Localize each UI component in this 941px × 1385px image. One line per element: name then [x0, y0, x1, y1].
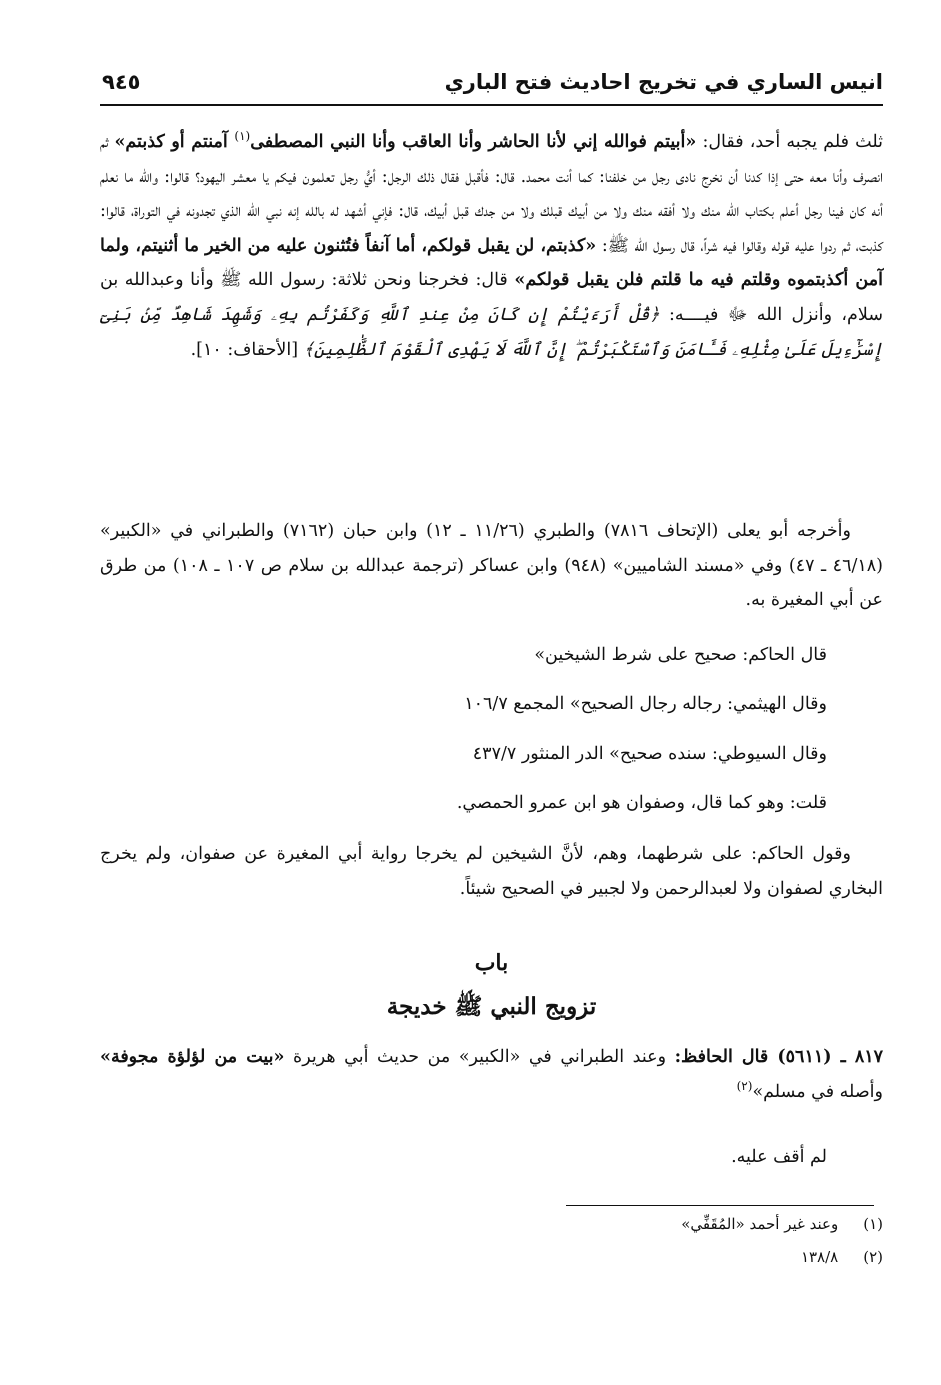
hadith-text: وعند الطبراني في «الكبير» من حديث أبي هريرة — [284, 1047, 675, 1067]
ruling-text: وقال الهيثمي: رجاله رجال الصحيح» المجمع ١٠٦/٧ — [464, 694, 827, 714]
narration-text: ثلث فلم يجبه أحد، فقال: — [696, 132, 883, 152]
hadith-quote: «بيت من لؤلؤة مجوفة» — [100, 1047, 285, 1067]
footnote-ref-1[interactable]: (١) — [234, 129, 251, 144]
page-number: ٩٤٥ — [102, 70, 141, 94]
prophet-quote: «أبيتم فوالله إني لأنا الحاشر وأنا العاقب وأنا النبي المصطفى — [250, 132, 697, 152]
prophet-quote-end: آمنتم أو كذبتم» — [114, 132, 235, 152]
hadith-number: ٨١٧ ـ (٥٦١١) قال الحافظ: — [674, 1047, 884, 1067]
narration-text: قال: فخرجنا ونحن ثلاثة: رسول الله ﷺ وأنا وعبدالله بن سلام، وأنزل الله ﷻ فيــــه: — [100, 270, 883, 325]
main-paragraph — [100, 125, 883, 367]
hakim-comment-paragraph — [100, 837, 883, 906]
book-title: انيس الساري في تخريج احاديث فتح الباري — [444, 70, 883, 94]
quran-verse: ﴿قُلْ أَرَءَيْتُمْ إِن كَانَ مِنْ عِندِ ٱللَّهِ وَكَفَرْتُم بِهِۦ وَشَهِدَ شَاهِدٌ مِّنۢ بَنِىٓ إِسْرَٰٓءِيلَ عَلَىٰ مِثْلِهِۦ فَـَٔامَنَ وَٱسْتَكْبَرْتُمْ ۖ إِنَّ ٱللَّهَ لَا يَهْدِى ٱلْقَوْمَ ٱلظَّٰلِمِينَ﴾ — [100, 304, 883, 360]
footnote-2 — [100, 1248, 883, 1266]
ruling-haythami — [100, 687, 883, 722]
footnote-ref-2[interactable]: (٢) — [736, 1078, 753, 1093]
chapter-label: باب — [474, 950, 509, 976]
verse-reference: [الأحقاف: ١٠]. — [190, 339, 304, 360]
hadith-817-paragraph — [100, 1040, 883, 1109]
ruling-hakim — [100, 638, 883, 673]
ruling-text: قال الحاكم: صحيح على شرط الشيخين» — [534, 645, 827, 665]
takhrij-text: وأخرجه أبو يعلى (الإتحاف ٧٨١٦) والطبري (١١/٢٦ ـ ١٢) وابن حبان (٧١٦٢) والطبراني في «الكبير» (٤٦/١٨ ـ ٤٧) وفي «مسند الشاميين» (٩٤٨) وابن عساكر (ترجمة عبدالله بن سلام ص ١٠٧ ـ ١٠٨) من طرق عن أبي المغيرة به. — [100, 521, 883, 611]
not-found-note — [100, 1140, 883, 1175]
footnote-divider — [566, 1205, 874, 1206]
takhrij-paragraph — [100, 514, 883, 618]
note-text: قلت: وهو كما قال، وصفوان هو ابن عمرو الحمصي. — [456, 793, 827, 813]
prophet-quote: «كذبتم، لن يقبل قولكم، أما آنفاً فتُثنون عليه من الخير ما أثنيتم، ولما آمن أكذبتموه وقلتم فيه ما قلتم فلن يقبل قولكم» — [100, 235, 883, 291]
footnote-text: وعند غير أحمد «المُقَفِّي» — [681, 1215, 839, 1233]
hadith-text: وأصله في مسلم» — [752, 1081, 883, 1102]
chapter-title: تزويج النبي ﷺ خديجة — [386, 993, 597, 1020]
running-header — [100, 64, 883, 106]
author-note — [100, 786, 883, 821]
footnote-number: (٢) — [863, 1248, 883, 1266]
footnote-1 — [100, 1215, 883, 1233]
comment-text: وقول الحاكم: على شرطهما، وهم، لأنَّ الشيخين لم يخرجا رواية أبي المغيرة عن صفوان، ولم يخرج البخاري لصفوان ولا لعبدالرحمن ولا لجبير في الصحيح شيئاً. — [100, 844, 883, 899]
ruling-suyuti — [100, 737, 883, 772]
footnote-text: ١٣٨/٨ — [800, 1248, 839, 1266]
ruling-text: وقال السيوطي: سنده صحيح» الدر المنثور ٤٣٧/٧ — [472, 744, 827, 764]
narration-text: ثم انصرف وأنا معه حتى إذا كدنا أن نخرج نادى رجل من خلفنا: كما أنت محمد. قال: فأقبل فقال ذلك الرجل: أيُّ رجل تعلمون فيكم يا معشر اليهود؟ قالوا: والله ما نعلم أنه كان فينا رجل أعلم بكتاب الله منك ولا أفقه منك ولا من أبيك قبلك ولا من جدك قبل أبيك، قال: فإني أشهد له بالله إنه نبي الله الذي تجدونه في التوراة، قالوا: كذبت، ثم ردوا عليه قوله وقالوا فيه شراً، قال رسول الله ﷺ: — [100, 132, 883, 256]
footnote-number: (١) — [863, 1215, 883, 1233]
note-text: لم أقف عليه. — [731, 1147, 827, 1167]
